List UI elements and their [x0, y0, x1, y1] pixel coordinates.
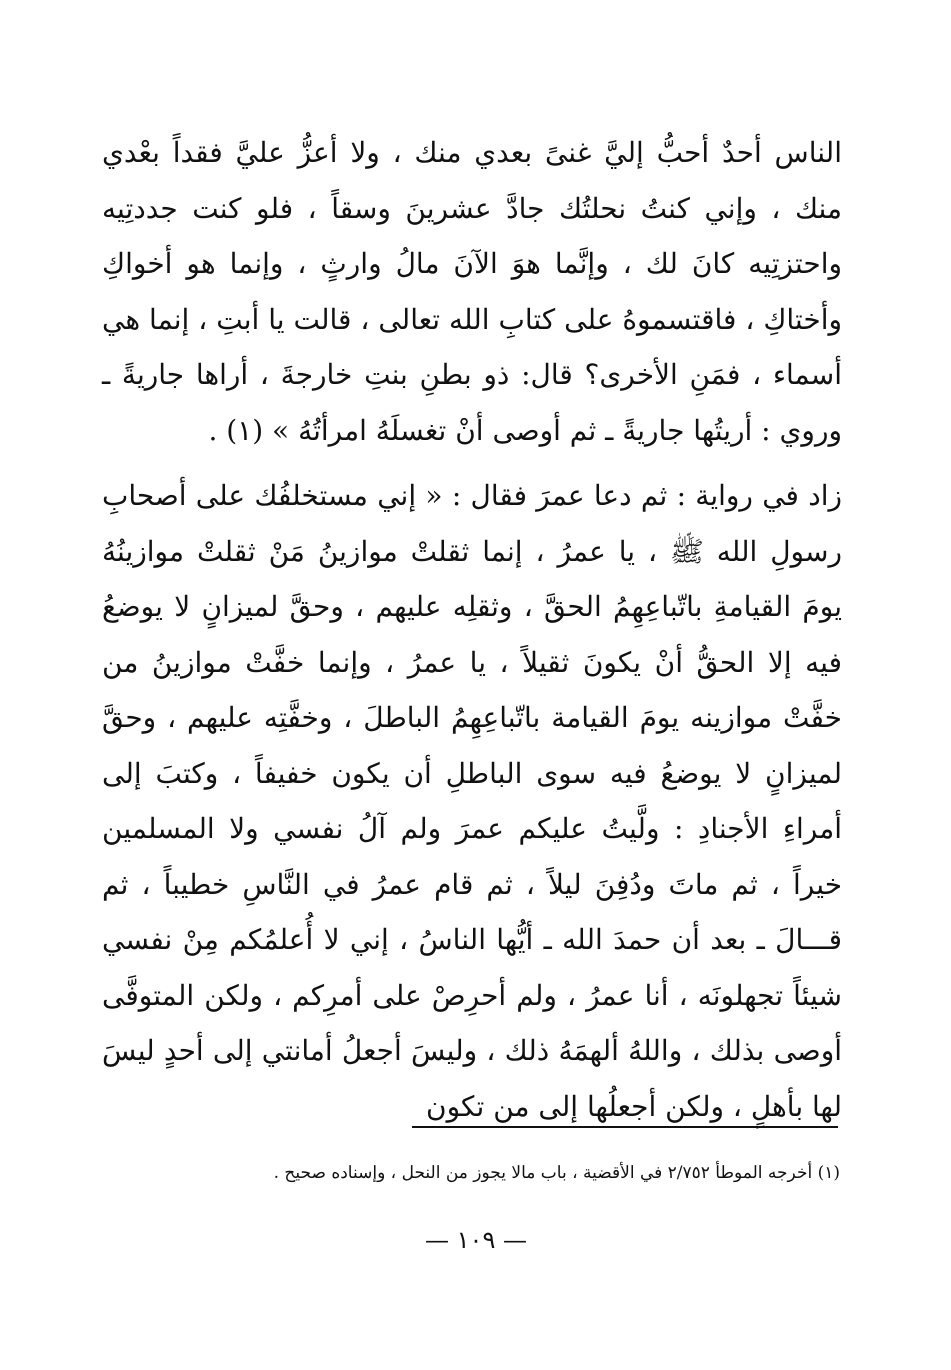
paragraph: زاد في رواية : ثم دعا عمرَ فقال : « إني مستخلفُك على أصحابِ رسولِ الله ﷺ ، يا عمرُ ، إنما ثقلتْ موازينُ مَنْ ثقلتْ موازينُهُ يومَ القيامةِ باتّباعِهِمُ الحقَّ ، وثقلِه عليهم ، وحقَّ لميزانٍ لا يوضعُ فيه إلا الحقُّ أنْ يكونَ ثقيلاً ، يا عمرُ ، وإنما خفَّتْ موازينُ من خفَّتْ موازينه يومَ القيامة باتّباعِهِمُ الباطلَ ، وخفَّتِه عليهم ، وحقَّ لميزانٍ لا يوضعُ فيه سوى الباطلِ أن يكون خفيفاً ، وكتبَ إلى أمراءِ الأجنادِ : ولَّيتُ عليكم عمرَ ولم آلُ نفسي ولا المسلمين خيراً ، ثم ماتَ ودُفِنَ ليلاً ، ثم قام عمرُ في النَّاسِ خطيباً ، ثم قـــالَ ـ بعد أن حمدَ الله ـ أيُّها الناسُ ، إني لا أُعلمُكم مِنْ نفسي شيئاً تجهلونَه ، أنا عمرُ ، ولم أحرِصْ على أمرِكم ، ولكن المتوفَّى أوصى بذلك ، واللهُ ألهمَهُ ذلك ، وليسَ أجعلُ أمانتي إلى أحدٍ ليسَ لها بأهلٍ ، ولكن أجعلُها إلى من تكون — [102, 479, 843, 1123]
page-number: — ١٠٩ — — [425, 1226, 527, 1254]
footnote: (١) أخرجه الموطأ ٢/٧٥٢ في الأقضية ، باب مالا يجوز من النحل ، وإسناده صحيح . — [273, 1163, 840, 1183]
main-text — [102, 125, 842, 1134]
footnote-divider — [412, 1126, 838, 1128]
paragraph: الناس أحدٌ أحبُّ إليَّ غنىً بعدي منك ، ولا أعزُّ عليَّ فقداً بعْدي منك ، وإني كنتُ نحلتُك جادَّ عشرينَ وسقاً ، فلو كنت جددتِيه واحتزتِيه كانَ لك ، وإنَّما هوَ الآنَ مالُ وارثٍ ، وإنما هو أخواكِ وأختاكِ ، فاقتسموهُ على كتابِ الله تعالى ، قالت يا أبتِ ، إنما هي أسماء ، فمَنِ الأخرى؟ قال: ذو بطنِ بنتِ خارجةَ ، أراها جاريةً ـ وروي : أريتُها جاريةً ـ ثم أوصى أنْ تغسلَهُ امرأتُهُ » (١) . — [102, 136, 842, 447]
